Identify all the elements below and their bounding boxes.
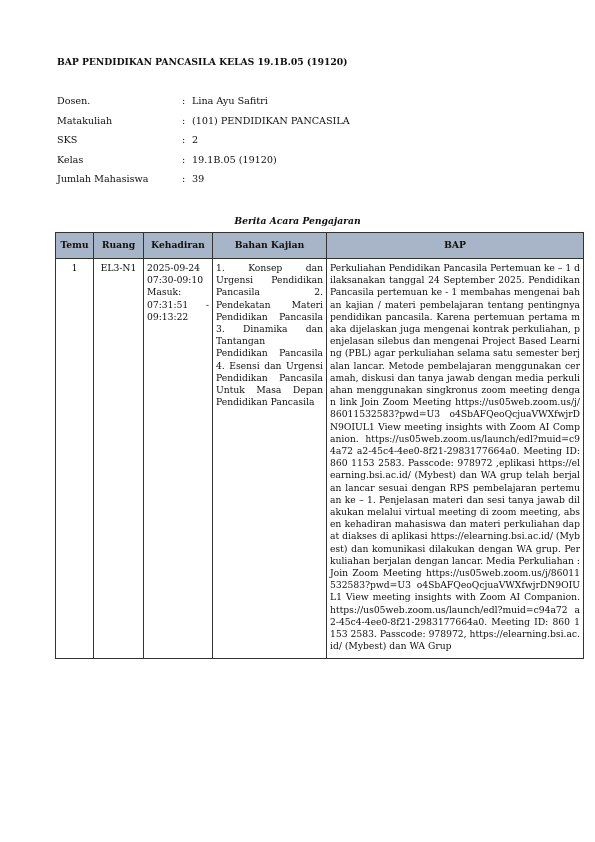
info-colon: : [182,135,186,146]
bahan-kajian-line: Pendidikan Pancasila [216,372,323,384]
info-value: 19.1B.05 (19120) [192,154,277,166]
table-header-row [56,233,584,259]
info-colon: : [182,174,186,185]
bahan-kajian-line: Pendidikan Pancasila [216,348,323,360]
info-label: Jumlah Mahasiswa [57,174,149,185]
cell-bahan-kajian [213,259,327,659]
info-colon: : [182,154,186,166]
bahan-kajian-line: Pendekatan Materi [216,299,323,311]
kehadiran-date: 2025-09-24 [147,263,200,274]
bap-table [55,232,584,659]
info-row-matakuliah [57,116,350,136]
info-colon: : [182,115,186,127]
info-value: 2 [192,135,199,146]
info-row-dosen [57,96,350,116]
info-value: (101) PENDIDIKAN PANCASILA [192,115,350,127]
bahan-kajian-line: 3. Dinamika dan [216,324,323,336]
bahan-kajian-line: Urgensi Pendidikan [216,275,323,287]
cell-kehadiran [144,259,213,659]
bahan-kajian-line: Untuk Masa Depan [216,385,323,397]
info-label: Matakuliah [57,115,113,127]
info-row-sks [57,135,350,155]
bahan-kajian-line: Pancasila 2. [216,287,323,299]
cell-temu: 1 [56,259,94,659]
info-colon: : [182,96,186,107]
kehadiran-schedule: 07:30-09:10 [147,275,204,287]
info-row-kelas [57,155,350,175]
page-title: BAP PENDIDIKAN PANCASILA KELAS 19.1B.05 (19120) [57,57,348,68]
column-header-kehadiran: Kehadiran [144,233,213,259]
bahan-kajian-line: Pendidikan Pancasila [216,397,315,409]
info-value: Lina Ayu Safitri [192,96,268,107]
info-label: SKS [57,135,78,146]
kehadiran-time-out: 09:13:22 [147,311,189,323]
kehadiran-time-in: 07:31:51 - [147,299,209,311]
bahan-kajian-line: 1. Konsep dan [216,263,323,274]
cell-bap: Perkuliahan Pendidikan Pancasila Pertemuan ke – 1 dilaksanakan tanggal 24 September 2025. Pendidikan Pancasila pertemuan ke - 1 membahas mengenai bahan kajian / materi pembelajaran tentang pentingnya pendidikan pancasila. Karena pertemuan pertama maka dijelaskan juga mengenai kontrak perkuliahan, penjelasan silebus dan mengenai Project Based Learning (PBL) agar perkuliahan selama satu semester berjalan lancar. Metode pembelajaran menggunakan ceramah, diskusi dan tanya jawab dengan media perkuliahan menggunakan singkronus zoom meeting dengan link Join Zoom Meeting https://us05web.zoom.us/j/86011532583?pwd=U3 o4SbAFQeoQcjuaVWXfwjrDN9OIUL1 View meeting insights with Zoom AI Companion. https://us05web.zoom.us/launch/edl?muid=c94a72 a2-45c4-4ee0-8f21-2983177664a0. Meeting ID: 860 1153 2583. Passcode: 978972 ,eplikasi https://elearning.bsi.ac.id/ (Mybest) dan WA grup telah berjalan lancar sesuai dengan RPS pembelajaran pertemuan ke – 1. Penjelasan materi dan sesi tanya jawab dilakukan melalui virtual meeting di zoom meeting, absen kehadiran mahasiswa dan materi perkuliahan dapat diakses di aplikasi https://elearning.bsi.ac.id/ (Mybest) dan komunikasi dilakukan dengan WA grup. Perkuliahan berjalan dengan lancar. Media Perkuliahan : Join Zoom Meeting https://us05web.zoom.us/j/86011532583?pwd=U3 o4SbAFQeoQcjuaVWXfwjrDN9OIUL1 View meeting insights with Zoom AI Companion. https://us05web.zoom.us/launch/edl?muid=c94a72 a2-45c4-4ee0-8f21-2983177664a0. Meeting ID: 860 1153 2583. Passcode: 978972, https://elearning.bsi.ac.id/ (Mybest) dan WA Grup [327,259,584,659]
bahan-kajian-line: 4. Esensi dan Urgensi [216,360,323,372]
info-value: 39 [192,174,205,185]
column-header-ruang: Ruang [94,233,144,259]
column-header-temu: Temu [56,233,94,259]
column-header-bahan-kajian: Bahan Kajian [213,233,327,259]
cell-ruang: EL3-N1 [94,259,144,659]
table-row [56,259,584,659]
bahan-kajian-line: Pendidikan Pancasila [216,311,323,323]
kehadiran-masuk-label: Masuk: [147,287,182,299]
course-info [57,96,350,194]
info-row-jumlah-mahasiswa [57,174,350,194]
info-label: Dosen. [57,96,91,107]
section-title: Berita Acara Pengajaran [234,216,361,227]
info-label: Kelas [57,154,84,166]
bahan-kajian-line: Tantangan [216,336,266,348]
column-header-bap: BAP [327,233,584,259]
